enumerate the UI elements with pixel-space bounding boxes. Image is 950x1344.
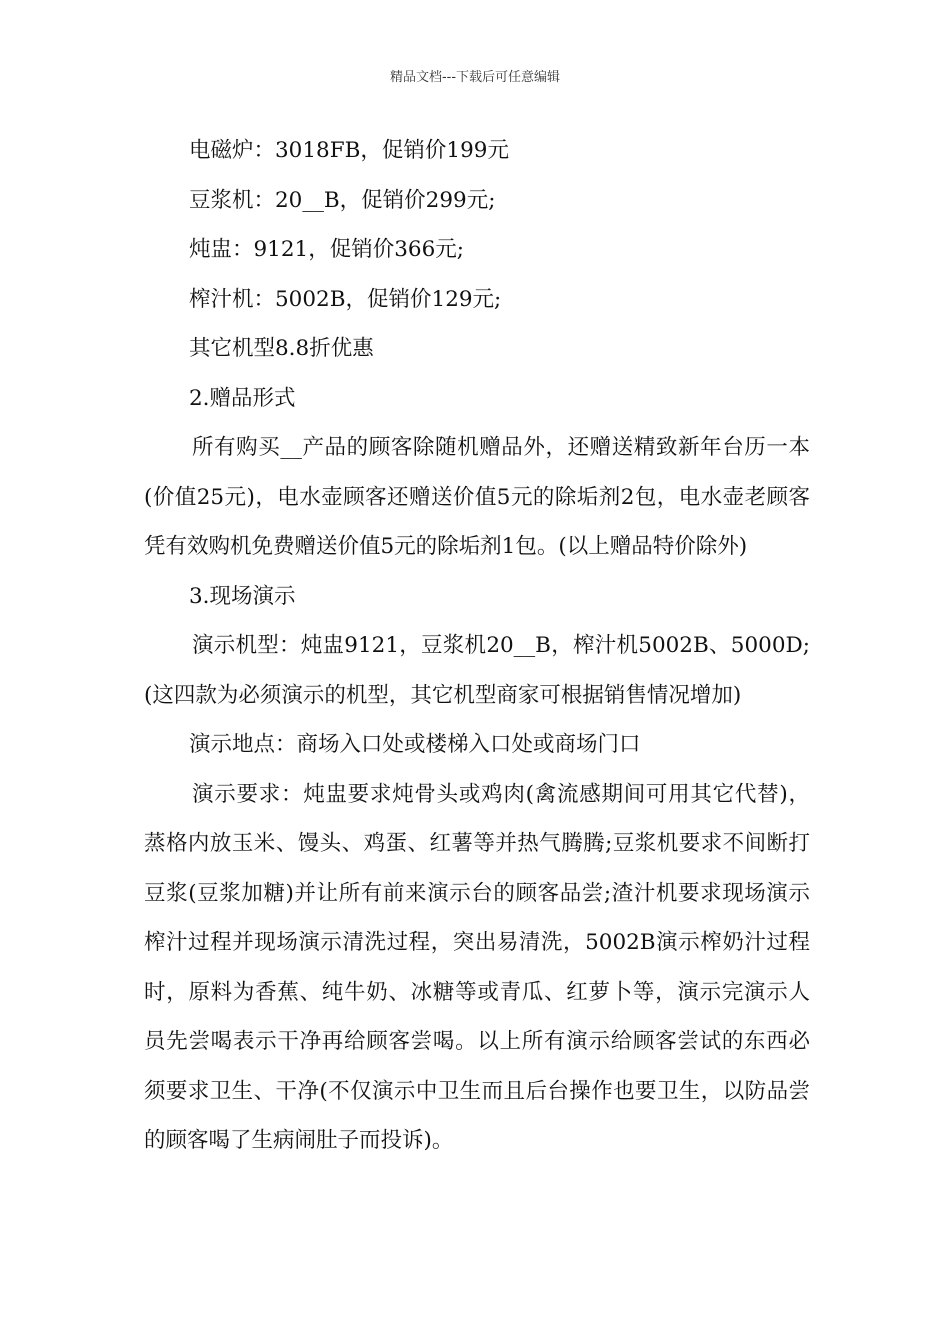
paragraph-demo-models: 演示机型：炖盅9121，豆浆机20__B，榨汁机5002B、5000D;(这四款为必须演示的机型，其它机型商家可根据销售情况增加) <box>144 633 810 708</box>
section-heading-gift: 2.赠品形式 <box>189 385 296 411</box>
section-heading-demo: 3.现场演示 <box>189 583 296 609</box>
paragraph-gift-details: 所有购买__产品的顾客除随机赠品外，还赠送精致新年台历一本(价值25元)，电水壶顾客还赠送价值5元的除垢剂2包，电水壶老顾客凭有效购机免费赠送价值5元的除垢剂1包。(以上赠品特价除外) <box>144 435 810 559</box>
paragraph-demo-requirements: 演示要求：炖盅要求炖骨头或鸡肉(禽流感期间可用其它代替)，蒸格内放玉米、馒头、鸡蛋、红薯等并热气腾腾;豆浆机要求不间断打豆浆(豆浆加糖)并让所有前来演示台的顾客品尝;渣汁机要求现场演示榨汁过程并现场演示清洗过程，突出易清洗，5002B演示榨奶汁过程时，原料为香蕉、纯牛奶、冰糖等或青瓜、红萝卜等，演示完演示人员先尝喝表示干净再给顾客尝喝。以上所有演示给顾客尝试的东西必须要求卫生、干净(不仅演示中卫生而且后台操作也要卫生，以防品尝的顾客喝了生病闹肚子而投诉)。 <box>144 781 810 1153</box>
paragraph-other-models: 其它机型8.8折优惠 <box>189 336 374 361</box>
paragraph-demo-location: 演示地点：商场入口处或楼梯入口处或商场门口 <box>189 732 641 757</box>
paragraph-induction-cooker: 电磁炉：3018FB，促销价199元 <box>189 138 509 163</box>
paragraph-stew-pot: 炖盅：9121，促销价366元; <box>189 237 464 262</box>
document-body <box>144 126 810 1166</box>
paragraph-soymilk-maker: 豆浆机：20__B，促销价299元; <box>189 187 496 213</box>
paragraph-juicer: 榨汁机：5002B，促销价129元; <box>189 286 502 312</box>
page-header: 精品文档---下载后可任意编辑 <box>389 70 561 85</box>
